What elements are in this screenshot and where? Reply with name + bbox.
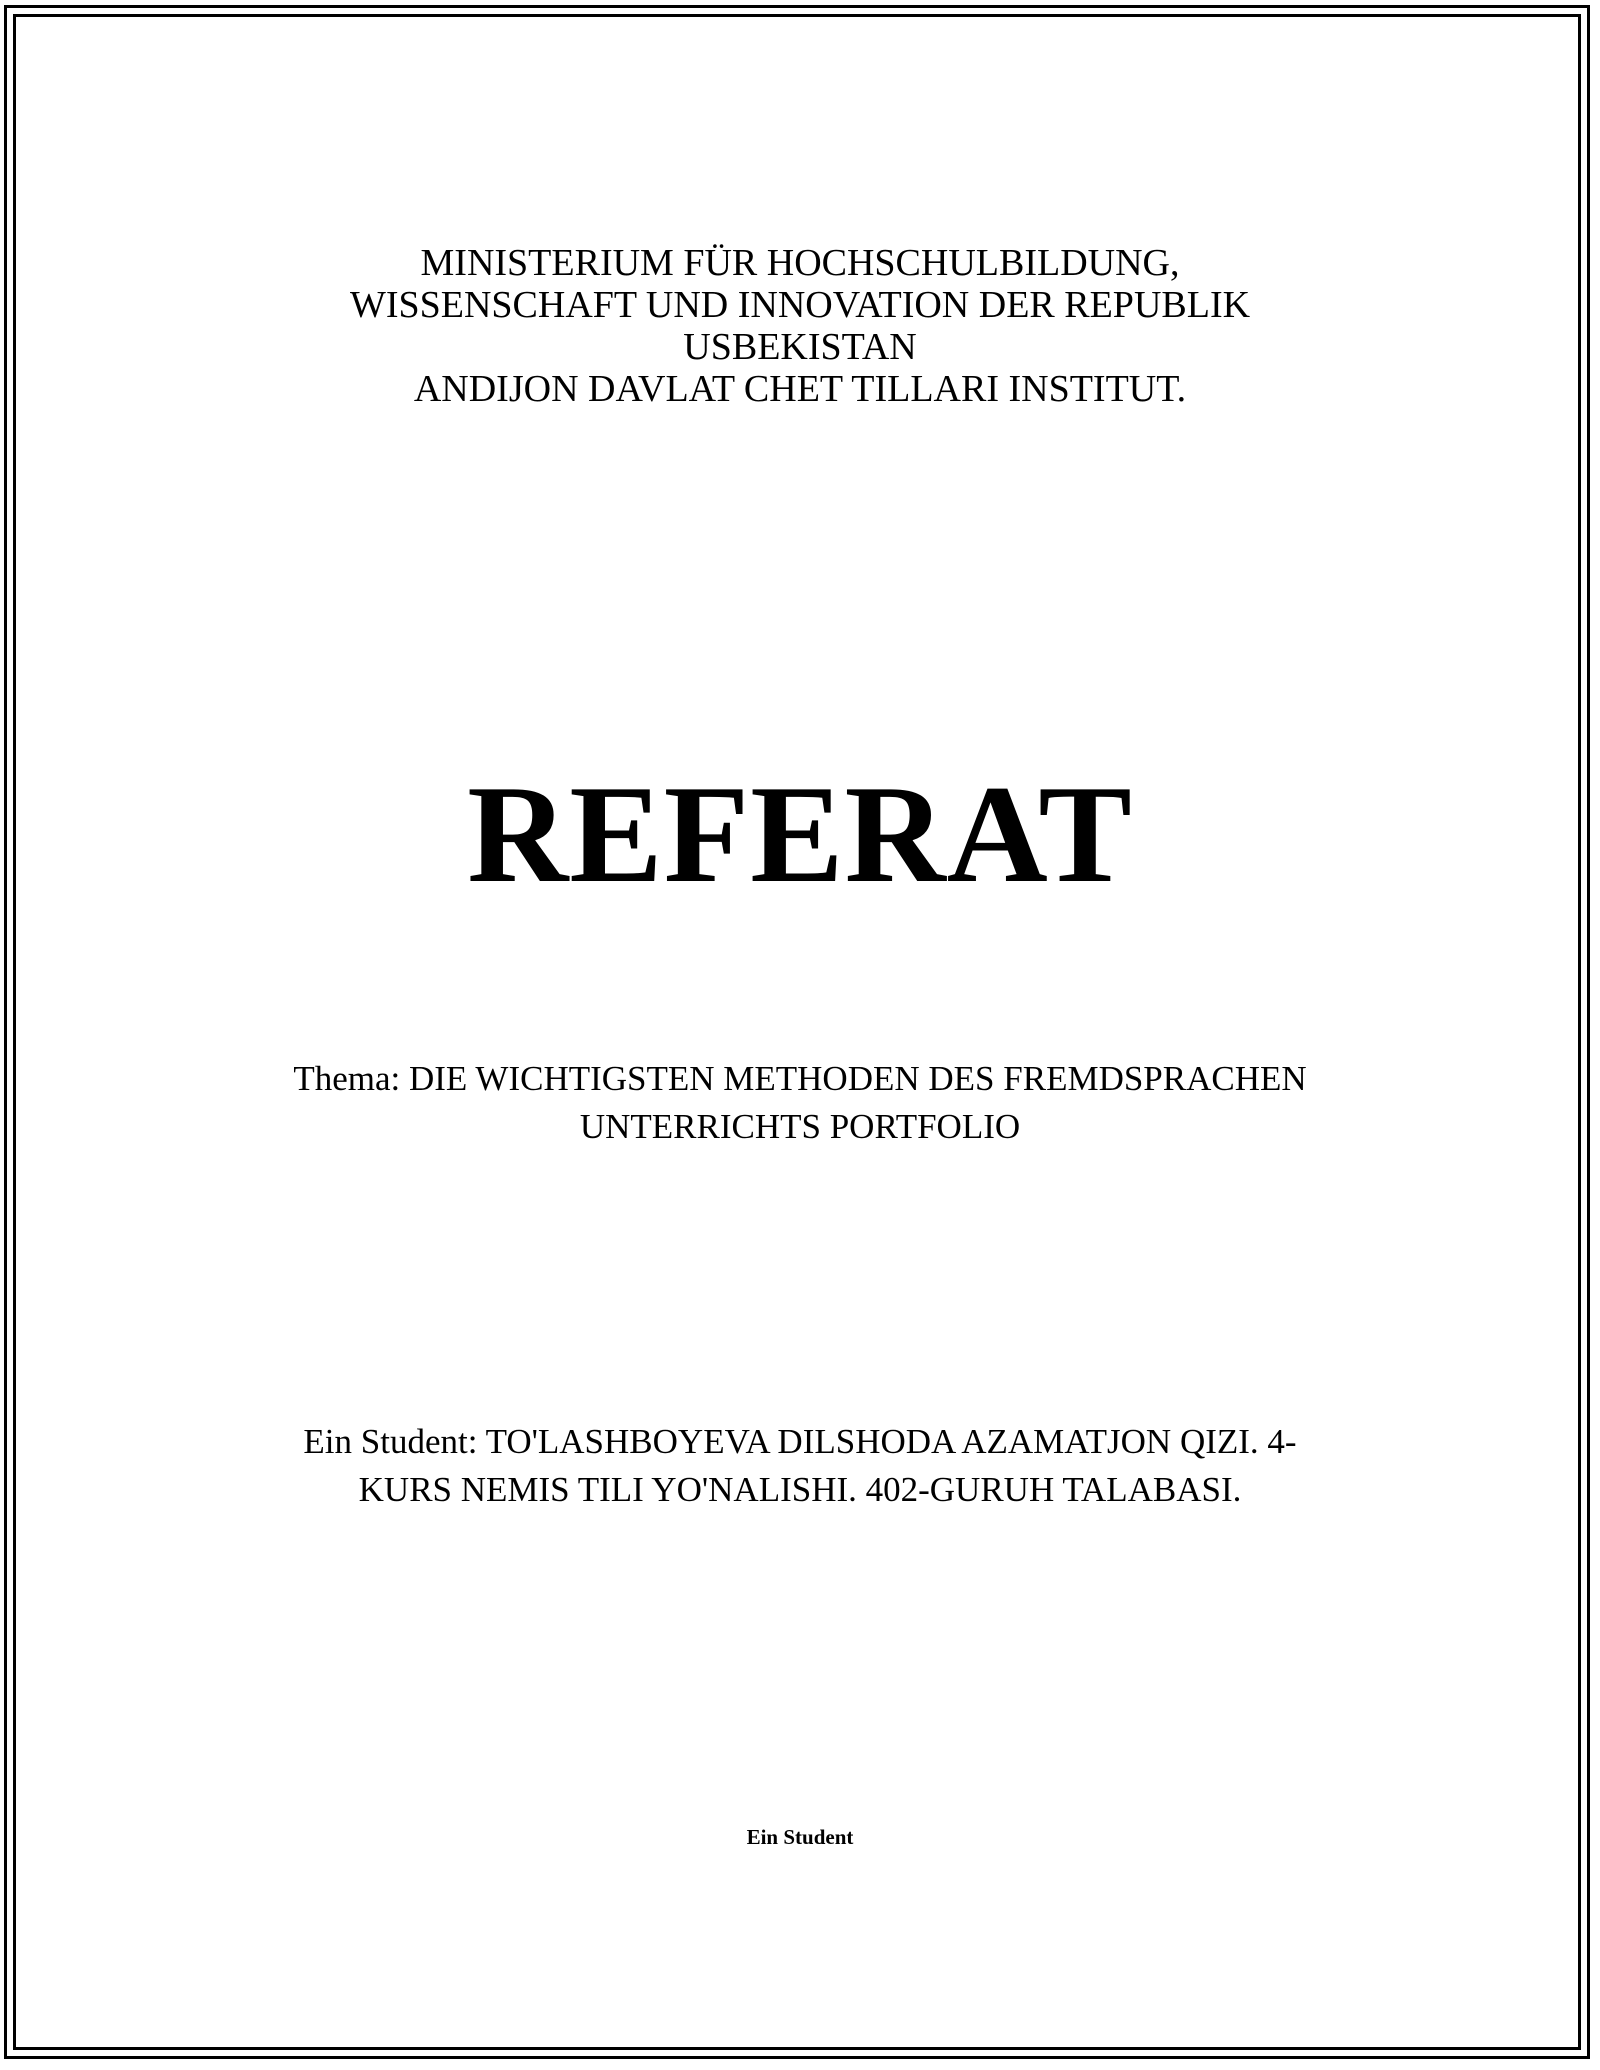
document-title: REFERAT bbox=[467, 757, 1133, 912]
topic-line: Thema: DIE WICHTIGSTEN METHODEN DES FREMDSPRACHEN bbox=[293, 1059, 1307, 1098]
topic-line: UNTERRICHTS PORTFOLIO bbox=[579, 1107, 1021, 1146]
ministry-line: WISSENSCHAFT UND INNOVATION DER REPUBLIK bbox=[349, 284, 1251, 326]
ministry-line: USBEKISTAN bbox=[683, 326, 917, 368]
topic-block bbox=[0, 1055, 1600, 1151]
student-line: Ein Student: TO'LASHBOYEVA DILSHODA AZAMATJON QIZI. 4- bbox=[303, 1422, 1297, 1461]
institute-line: ANDIJON DAVLAT CHET TILLARI INSTITUT. bbox=[413, 368, 1187, 410]
footer-label: Ein Student bbox=[746, 1825, 854, 1849]
student-line: KURS NEMIS TILI YO'NALISHI. 402-GURUH TALABASI. bbox=[358, 1470, 1242, 1509]
ministry-header bbox=[0, 242, 1600, 410]
ministry-line: MINISTERIUM FÜR HOCHSCHULBILDUNG, bbox=[420, 242, 1180, 284]
student-block bbox=[0, 1418, 1600, 1514]
